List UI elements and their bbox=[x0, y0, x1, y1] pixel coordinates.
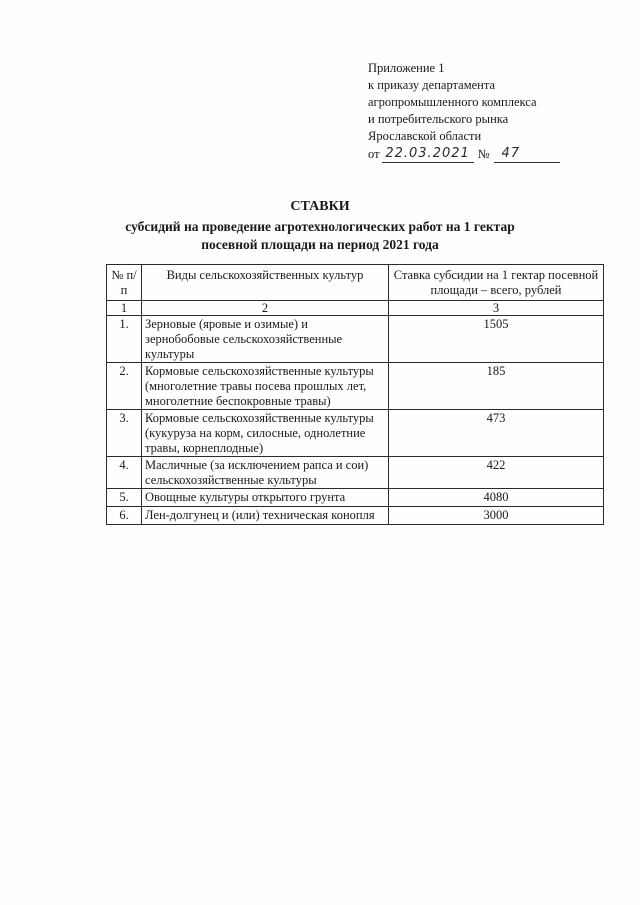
header-number: № п/п bbox=[107, 265, 142, 301]
rate-value: 4080 bbox=[389, 489, 604, 507]
header-rate: Ставка субсидии на 1 гектар посевной площади – всего, рублей bbox=[389, 265, 604, 301]
rate-value: 473 bbox=[389, 410, 604, 457]
document-subtitle-line2: посевной площади на период 2021 года bbox=[201, 237, 439, 252]
crop-name: Лен-долгунец и (или) техническая конопля bbox=[142, 507, 389, 525]
table-row bbox=[107, 507, 604, 525]
annex-line: Ярославской области bbox=[368, 129, 482, 143]
column-number: 3 bbox=[389, 301, 604, 316]
row-number: 1. bbox=[107, 316, 142, 363]
order-number: 47 bbox=[494, 145, 560, 163]
annex-line: Приложение 1 bbox=[368, 61, 445, 75]
number-prefix: № bbox=[477, 147, 490, 161]
document-title: СТАВКИ bbox=[290, 199, 350, 214]
row-number: 4. bbox=[107, 457, 142, 489]
table-row bbox=[107, 457, 604, 489]
table-row bbox=[107, 410, 604, 457]
crop-name: Кормовые сельскохозяйственные культуры (многолетние травы посева прошлых лет, многолетние беспокровные травы) bbox=[142, 363, 389, 410]
annex-line: к приказу департамента bbox=[368, 78, 496, 92]
row-number: 6. bbox=[107, 507, 142, 525]
rate-value: 185 bbox=[389, 363, 604, 410]
header-crop-type: Виды сельскохозяйственных культур bbox=[142, 265, 389, 301]
order-date: 22.03.2021 bbox=[382, 145, 474, 163]
crop-name: Овощные культуры открытого грунта bbox=[142, 489, 389, 507]
document-heading bbox=[0, 198, 640, 254]
table-row bbox=[107, 489, 604, 507]
crop-name: Масличные (за исключением рапса и сои) сельскохозяйственные культуры bbox=[142, 457, 389, 489]
annex-line: агропромышленного комплекса bbox=[368, 95, 537, 109]
rate-value: 1505 bbox=[389, 316, 604, 363]
crop-name: Кормовые сельскохозяйственные культуры (кукуруза на корм, силосные, однолетние травы, корнеплодные) bbox=[142, 410, 389, 457]
table-row bbox=[107, 316, 604, 363]
date-prefix: от bbox=[368, 147, 380, 161]
crop-name: Зерновые (яровые и озимые) и зернобобовые сельскохозяйственные культуры bbox=[142, 316, 389, 363]
order-date-line bbox=[368, 145, 560, 163]
row-number: 5. bbox=[107, 489, 142, 507]
annex-block bbox=[368, 60, 560, 163]
rates-table bbox=[106, 264, 604, 525]
document-subtitle-line1: субсидий на проведение агротехнологических работ на 1 гектар bbox=[125, 219, 515, 234]
rate-value: 3000 bbox=[389, 507, 604, 525]
table-row bbox=[107, 363, 604, 410]
column-number-row bbox=[107, 301, 604, 316]
column-number: 2 bbox=[142, 301, 389, 316]
row-number: 2. bbox=[107, 363, 142, 410]
table-header-row bbox=[107, 265, 604, 301]
rate-value: 422 bbox=[389, 457, 604, 489]
column-number: 1 bbox=[107, 301, 142, 316]
annex-line: и потребительского рынка bbox=[368, 112, 509, 126]
row-number: 3. bbox=[107, 410, 142, 457]
